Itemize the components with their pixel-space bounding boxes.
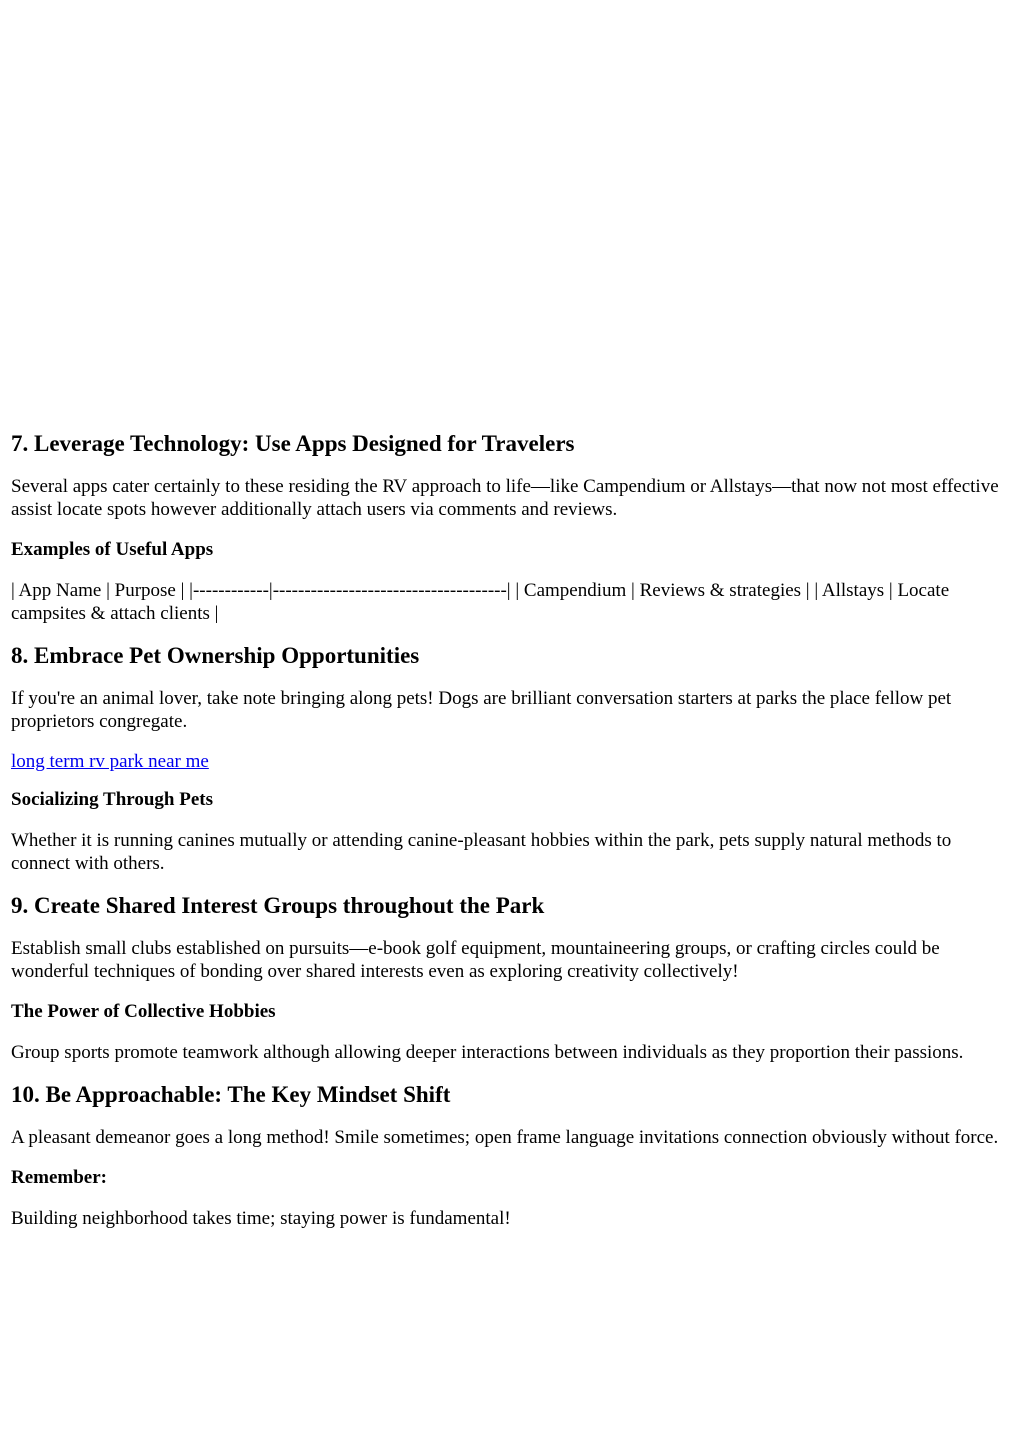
rv-park-link-container	[11, 750, 1013, 773]
section-8-paragraph: If you're an animal lover, take note bringing along pets! Dogs are brilliant conversation starters at parks the place fellow pet proprietors congregate.	[11, 688, 952, 732]
section-9-subparagraph: Group sports promote teamwork although allowing deeper interactions between individuals as they proportion their passions.	[11, 1042, 964, 1063]
section-7-subheading: Examples of Useful Apps	[11, 539, 214, 560]
section-9-heading: 9. Create Shared Interest Groups throughout the Park	[11, 893, 545, 918]
section-10-subparagraph: Building neighborhood takes time; staying power is fundamental!	[11, 1208, 511, 1229]
section-10-heading: 10. Be Approachable: The Key Mindset Shift	[11, 1082, 451, 1107]
section-7-paragraph: Several apps cater certainly to these residing the RV approach to life—like Campendium or Allstays—that now not most effective assist locate spots however additionally attach users via comments and reviews.	[11, 476, 999, 520]
section-8-heading: 8. Embrace Pet Ownership Opportunities	[11, 643, 420, 668]
section-10-subheading: Remember:	[11, 1167, 108, 1188]
section-7-heading: 7. Leverage Technology: Use Apps Designed for Travelers	[11, 431, 575, 456]
section-9-paragraph: Establish small clubs established on pursuits—e-book golf equipment, mountaineering groups, or crafting circles could be wonderful techniques of bonding over shared interests even as exploring creativity collectively!	[11, 938, 940, 982]
section-10-paragraph: A pleasant demeanor goes a long method! Smile sometimes; open frame language invitations connection obviously without force.	[11, 1127, 999, 1148]
section-8-subparagraph: Whether it is running canines mutually or attending canine-pleasant hobbies within the park, pets supply natural methods to connect with others.	[11, 830, 952, 874]
rv-park-link[interactable]: long term rv park near me	[11, 751, 209, 772]
section-8-subheading: Socializing Through Pets	[11, 789, 213, 810]
apps-table-text: | App Name | Purpose | |------------|-------------------------------------| | Campendium | Reviews & strategies | | Allstays | Locate campsites & attach clients |	[11, 580, 950, 624]
section-9-subheading: The Power of Collective Hobbies	[11, 1001, 276, 1022]
blank-top-area	[11, 0, 1013, 430]
article-content	[11, 0, 1013, 1247]
